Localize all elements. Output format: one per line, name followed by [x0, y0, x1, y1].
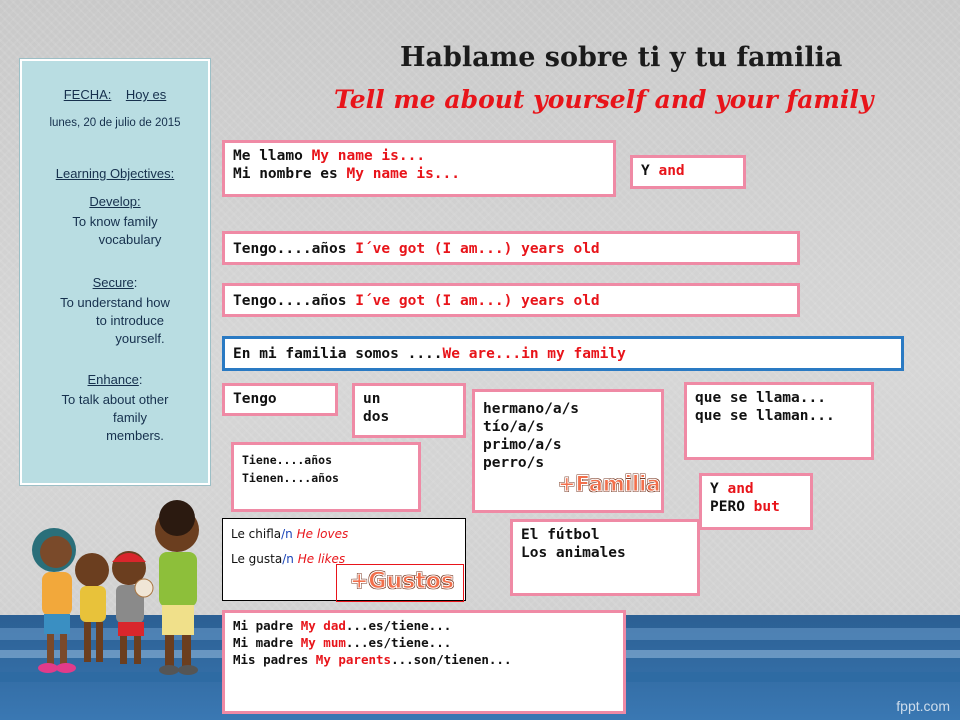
relatives-box: hermano/a/s tío/a/s primo/a/s perro/s	[472, 389, 664, 513]
enhance-text: To talk about other	[61, 392, 169, 407]
develop-label: Develop:	[89, 194, 141, 209]
familia-stamp: +Familia	[558, 472, 661, 496]
secure-label: Secure:	[92, 275, 138, 290]
tiene-box: Tiene....años Tienen....años	[231, 442, 421, 512]
objectives-panel	[20, 59, 210, 485]
parents-box: Mi padre My dad...es/tiene... Mi madre My mum...es/tiene... Mis padres My parents...son/tienen...	[222, 610, 626, 714]
enhance-text: family	[113, 410, 147, 425]
kids-illustration	[14, 500, 224, 690]
boy-cap-figure	[112, 551, 153, 664]
page-title: Hablame sobre ti y tu familia	[400, 42, 843, 73]
hobbies-box: El fútbol Los animales	[510, 519, 700, 596]
secure-text: To understand how	[60, 295, 170, 310]
page-subtitle: Tell me about yourself and your family	[334, 85, 874, 114]
boy-figure	[75, 553, 109, 662]
llama-box: que se llama... que se llaman...	[684, 382, 874, 460]
conjunctions-box: Y and PERO but	[699, 473, 813, 530]
numbers-box: un dos	[352, 383, 466, 438]
enhance-label: Enhance:	[87, 372, 143, 387]
and-box: Y and	[630, 155, 746, 189]
age-box: Tengo....años I´ve got (I am...) years old	[222, 283, 800, 317]
secure-text: yourself.	[115, 331, 165, 346]
date-text: lunes, 20 de julio de 2015	[49, 117, 181, 129]
tall-boy-figure	[155, 500, 199, 675]
family-count-box: En mi familia somos ....We are...in my family	[222, 336, 904, 371]
likes-box: Le chifla/n He loves Le gusta/n He likes	[222, 518, 466, 601]
objectives-heading: Learning Objectives:	[55, 166, 175, 181]
develop-text: vocabulary	[98, 232, 162, 247]
tengo-box: Tengo	[222, 383, 338, 416]
gustos-stamp: +Gustos	[350, 569, 454, 594]
enhance-text: members.	[106, 428, 164, 443]
secure-text: to introduce	[96, 313, 164, 328]
date-heading: FECHA: Hoy es	[63, 87, 167, 102]
develop-text: To know family	[72, 214, 158, 229]
name-line: Me llamo My name is...	[233, 148, 426, 164]
watermark: fppt.com	[896, 698, 950, 714]
name-line: Mi nombre es My name is...	[233, 166, 460, 182]
name-box	[222, 140, 616, 197]
age-box: Tengo....años I´ve got (I am...) years old	[222, 231, 800, 265]
girl-figure	[32, 528, 76, 673]
